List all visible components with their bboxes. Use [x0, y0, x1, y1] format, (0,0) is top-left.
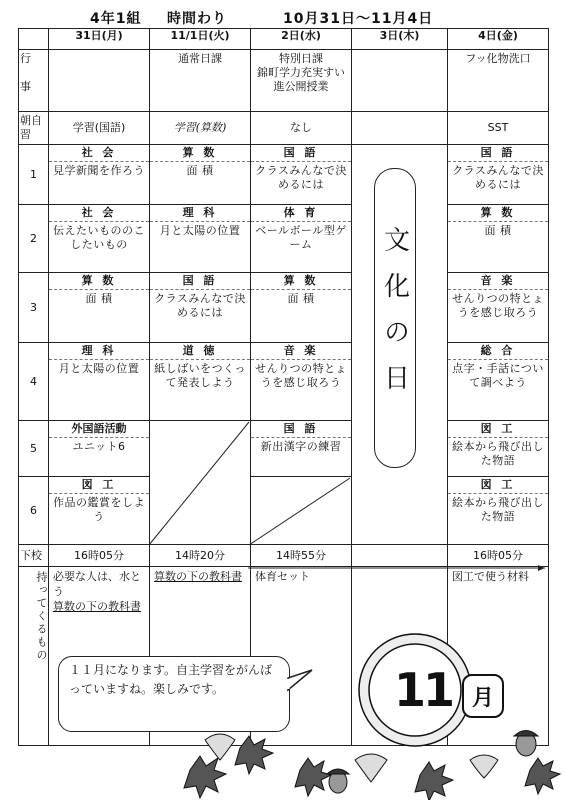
lesson-content: クラスみんなで決めるには — [255, 164, 347, 191]
lesson-content: 絵本から飛び出した物語 — [452, 496, 544, 523]
title-label: 時間わり — [167, 11, 227, 27]
period-number: 1 — [19, 145, 49, 205]
lesson-subject: 算 数 — [150, 145, 250, 162]
lesson-subject: 理 科 — [150, 205, 250, 222]
lesson-subject: 理 科 — [49, 343, 149, 360]
morning-cell: 学習(国語) — [49, 112, 150, 145]
lesson-content: せんりつの特とょうを感じ取ろう — [255, 362, 347, 389]
day-header: 4日(金) — [448, 29, 549, 50]
carry-item: 体育セット — [255, 570, 310, 583]
month-unit: 月 — [462, 674, 504, 718]
lesson-subject: 社 会 — [49, 205, 149, 222]
lesson-subject: 算 数 — [448, 205, 548, 222]
morning-cell: SST — [448, 112, 549, 145]
lesson-content: 面 積 — [85, 292, 113, 305]
lesson-content: 月と太陽の位置 — [58, 362, 140, 375]
morning-cell: なし — [251, 112, 352, 145]
day-header: 3日(木) — [352, 29, 448, 50]
lesson-content: 作品の鑑賞をしよう — [53, 496, 145, 523]
event-cell: 特別日課 錦町学力充実すい進公開授業 — [251, 50, 352, 112]
lesson-subject: 国 語 — [251, 145, 351, 162]
carry-item: 算数の下の教科書 — [53, 600, 141, 613]
day-header: 2日(水) — [251, 29, 352, 50]
lesson-content: 面 積 — [287, 292, 315, 305]
month-number: 11 — [393, 663, 452, 717]
carry-item: 図工で使う材料 — [452, 570, 529, 583]
lesson-subject: 国 語 — [448, 145, 548, 162]
lesson-content: ベールボール型ゲーム — [255, 224, 347, 251]
title-range: 10月31日～11月4日 — [283, 11, 434, 27]
lesson-subject: 社 会 — [49, 145, 149, 162]
lesson-subject: 算 数 — [251, 273, 351, 290]
lesson-subject: 図 工 — [448, 477, 548, 494]
dismissal-time: 14時55分 — [251, 545, 352, 567]
day-header: 11/1日(火) — [150, 29, 251, 50]
lesson-subject: 音 楽 — [448, 273, 548, 290]
event-cell: 通常日課 — [150, 50, 251, 112]
period-number: 6 — [19, 477, 49, 545]
lesson-content: 伝えたいもののこしたいもの — [53, 224, 145, 251]
period-number: 4 — [19, 343, 49, 421]
carry-label: 持ってくるもの — [19, 567, 49, 746]
lesson-subject: 図 工 — [49, 477, 149, 494]
period-number: 5 — [19, 421, 49, 477]
day-header: 31日(月) — [49, 29, 150, 50]
dismissal-time: 16時05分 — [49, 545, 150, 567]
lesson-content: 新出漢字の練習 — [260, 440, 342, 453]
title-class: 4年1組 — [90, 11, 142, 27]
lesson-subject: 音 楽 — [251, 343, 351, 360]
dismissal-time: 14時20分 — [150, 545, 251, 567]
dismissal-label: 下校 — [19, 545, 49, 567]
lesson-content: せんりつの特とょうを感じ取ろう — [452, 292, 544, 319]
lesson-subject: 外国語活動 — [49, 421, 149, 438]
lesson-subject: 図 工 — [448, 421, 548, 438]
period-number: 3 — [19, 273, 49, 343]
carry-item: 算数の下の教科書 — [154, 570, 242, 583]
dismissal-time: 16時05分 — [448, 545, 549, 567]
lesson-content: クラスみんなで決めるには — [154, 292, 246, 319]
lesson-content: 見学新聞を作ろう — [53, 164, 145, 177]
lesson-content: クラスみんなで決めるには — [452, 164, 544, 191]
lesson-content: 面 積 — [484, 224, 512, 237]
carry-item: 必要な人は、水とう — [53, 570, 141, 598]
lesson-content: ユニット6 — [72, 440, 126, 453]
holiday-text: 文化の日 — [379, 226, 410, 410]
period-number: 2 — [19, 205, 49, 273]
morning-cell-handwritten: 学習(算数) — [150, 112, 251, 145]
lesson-content: 絵本から飛び出した物語 — [452, 440, 544, 467]
lesson-content: 点字・手話について調べよう — [452, 362, 544, 389]
lesson-subject: 算 数 — [49, 273, 149, 290]
lesson-subject: 総 合 — [448, 343, 548, 360]
teacher-message: １１月になります。自主学習をがんばっていますね。楽しみです。 — [58, 656, 290, 732]
lesson-content: 月と太陽の位置 — [159, 224, 241, 237]
lesson-content: 面 積 — [186, 164, 214, 177]
lesson-content: 紙しばいをつくって発表しよう — [154, 362, 246, 389]
lesson-subject: 道 徳 — [150, 343, 250, 360]
events-label: 行 事 — [19, 50, 49, 112]
lesson-subject: 国 語 — [150, 273, 250, 290]
event-cell: フッ化物洗口 — [448, 50, 549, 112]
lesson-subject: 体 育 — [251, 205, 351, 222]
lesson-subject: 国 語 — [251, 421, 351, 438]
morning-label: 朝自 習 — [19, 112, 49, 145]
